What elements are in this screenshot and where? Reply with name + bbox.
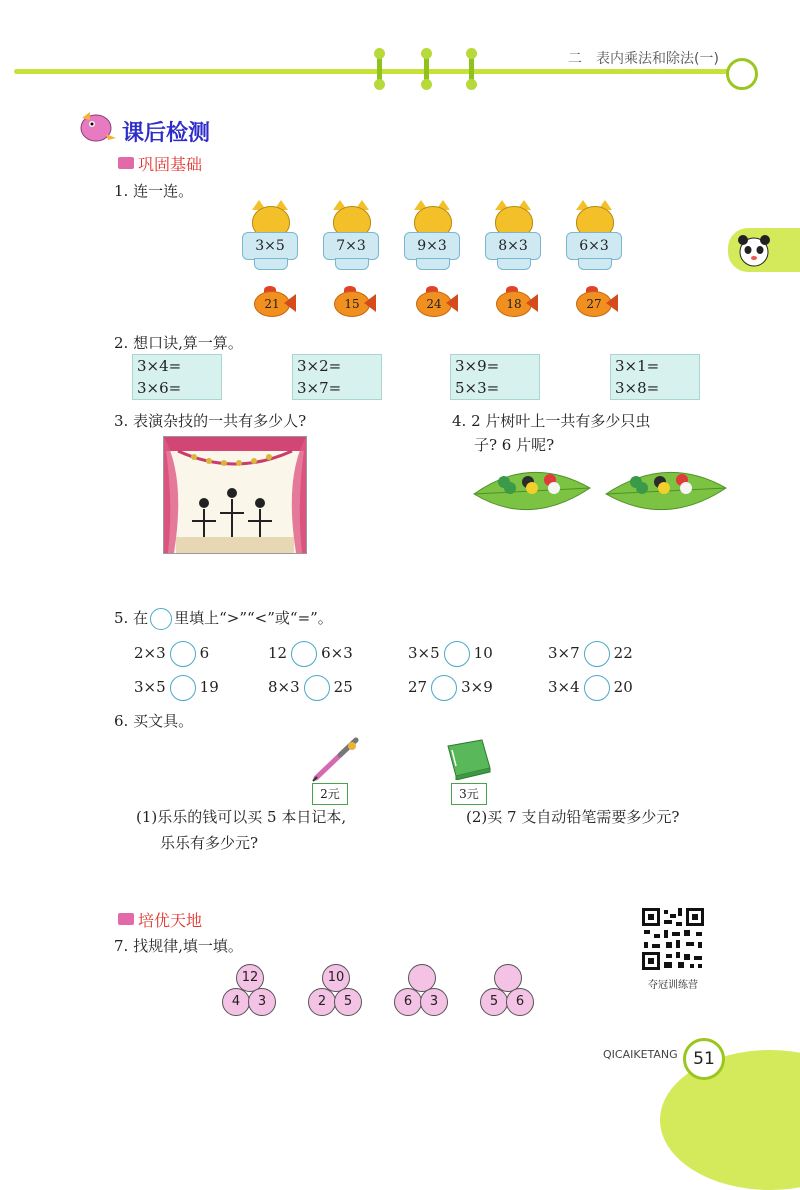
question-7-label: 7. 找规律,填一填。 <box>114 937 243 955</box>
answer-circle[interactable] <box>170 641 196 667</box>
answer-circle[interactable] <box>170 675 196 701</box>
compare-item[interactable]: 8×3 25 <box>268 675 353 701</box>
side-tab <box>728 228 800 272</box>
compare-item[interactable]: 12 6×3 <box>268 641 353 667</box>
subsection-title-basic: 巩固基础 <box>138 155 203 174</box>
calc-box[interactable]: 3×2= 3×7= <box>292 354 382 400</box>
compare-item[interactable]: 27 3×9 <box>408 675 493 701</box>
mechanical-pencil-icon <box>310 734 364 782</box>
number-trio: 10 2 5 <box>306 964 366 1020</box>
bird-mascot-icon <box>76 108 118 144</box>
cat-card[interactable]: 9×3 <box>404 206 460 270</box>
compare-item[interactable]: 3×5 10 <box>408 641 493 667</box>
calc-box[interactable]: 3×9= 5×3= <box>450 354 540 400</box>
cat-card[interactable]: 6×3 <box>566 206 622 270</box>
binder-peg <box>424 52 429 86</box>
calc-box[interactable]: 3×1= 3×8= <box>610 354 700 400</box>
answer-circle[interactable] <box>444 641 470 667</box>
calc-box[interactable]: 3×4= 3×6= <box>132 354 222 400</box>
question-6-part-2: (2)买 7 支自动铅笔需要多少元? <box>466 808 680 826</box>
question-5-label: 5. 在 里填上“>”“<”或“=”。 <box>114 607 333 630</box>
chapter-title: 二 表内乘法和除法(一) <box>568 51 719 67</box>
tag-icon <box>118 157 134 169</box>
cat-card[interactable]: 8×3 <box>485 206 541 270</box>
qr-caption: 夺冠训练营 <box>648 980 698 991</box>
fish-card[interactable]: 15 <box>326 289 376 317</box>
compare-item[interactable]: 3×4 20 <box>548 675 633 701</box>
acrobat-stage-image <box>163 436 307 554</box>
answer-circle-icon <box>150 608 172 630</box>
notebook-price-tag: 3元 <box>451 783 487 805</box>
question-4-label-line2: 子? 6 片呢? <box>474 436 555 454</box>
answer-circle[interactable] <box>584 641 610 667</box>
footer-decoration <box>660 1050 800 1190</box>
binder-peg <box>469 52 474 86</box>
notebook-icon <box>442 738 492 780</box>
binder-peg <box>377 52 382 86</box>
question-6-label: 6. 买文具。 <box>114 712 194 730</box>
number-trio: 12 4 3 <box>220 964 280 1020</box>
subsection-title-advanced: 培优天地 <box>138 911 203 930</box>
qr-code-icon[interactable] <box>640 906 706 972</box>
section-title: 课后检测 <box>122 121 211 146</box>
tag-icon <box>118 913 134 925</box>
question-2-label: 2. 想口诀,算一算。 <box>114 334 243 352</box>
cat-card[interactable]: 3×5 <box>242 206 298 270</box>
question-1-label: 1. 连一连。 <box>114 182 194 200</box>
page-number: 51 <box>683 1038 725 1080</box>
header-rule <box>14 69 734 74</box>
answer-circle[interactable] <box>291 641 317 667</box>
compare-item[interactable]: 3×7 22 <box>548 641 633 667</box>
chapter-badge-icon <box>726 58 758 90</box>
question-6-part-1-line1: (1)乐乐的钱可以买 5 本日记本, <box>136 808 347 826</box>
question-6-part-1-line2: 乐乐有多少元? <box>160 834 259 852</box>
panda-icon <box>734 232 774 268</box>
pencil-price-tag: 2元 <box>312 783 348 805</box>
answer-circle[interactable] <box>431 675 457 701</box>
number-trio: 6 3 <box>392 964 452 1020</box>
question-3-label: 3. 表演杂技的一共有多少人? <box>114 412 307 430</box>
leaves-caterpillars-image <box>470 460 730 522</box>
fish-card[interactable]: 27 <box>568 289 618 317</box>
brand-text: QICAIKETANG <box>603 1048 678 1061</box>
answer-circle[interactable] <box>584 675 610 701</box>
cat-card[interactable]: 7×3 <box>323 206 379 270</box>
fish-card[interactable]: 24 <box>408 289 458 317</box>
compare-item[interactable]: 2×3 6 <box>134 641 209 667</box>
number-trio: 5 6 <box>478 964 538 1020</box>
fish-card[interactable]: 18 <box>488 289 538 317</box>
compare-item[interactable]: 3×5 19 <box>134 675 219 701</box>
fish-card[interactable]: 21 <box>246 289 296 317</box>
question-4-label-line1: 4. 2 片树叶上一共有多少只虫 <box>452 412 651 430</box>
answer-circle[interactable] <box>304 675 330 701</box>
